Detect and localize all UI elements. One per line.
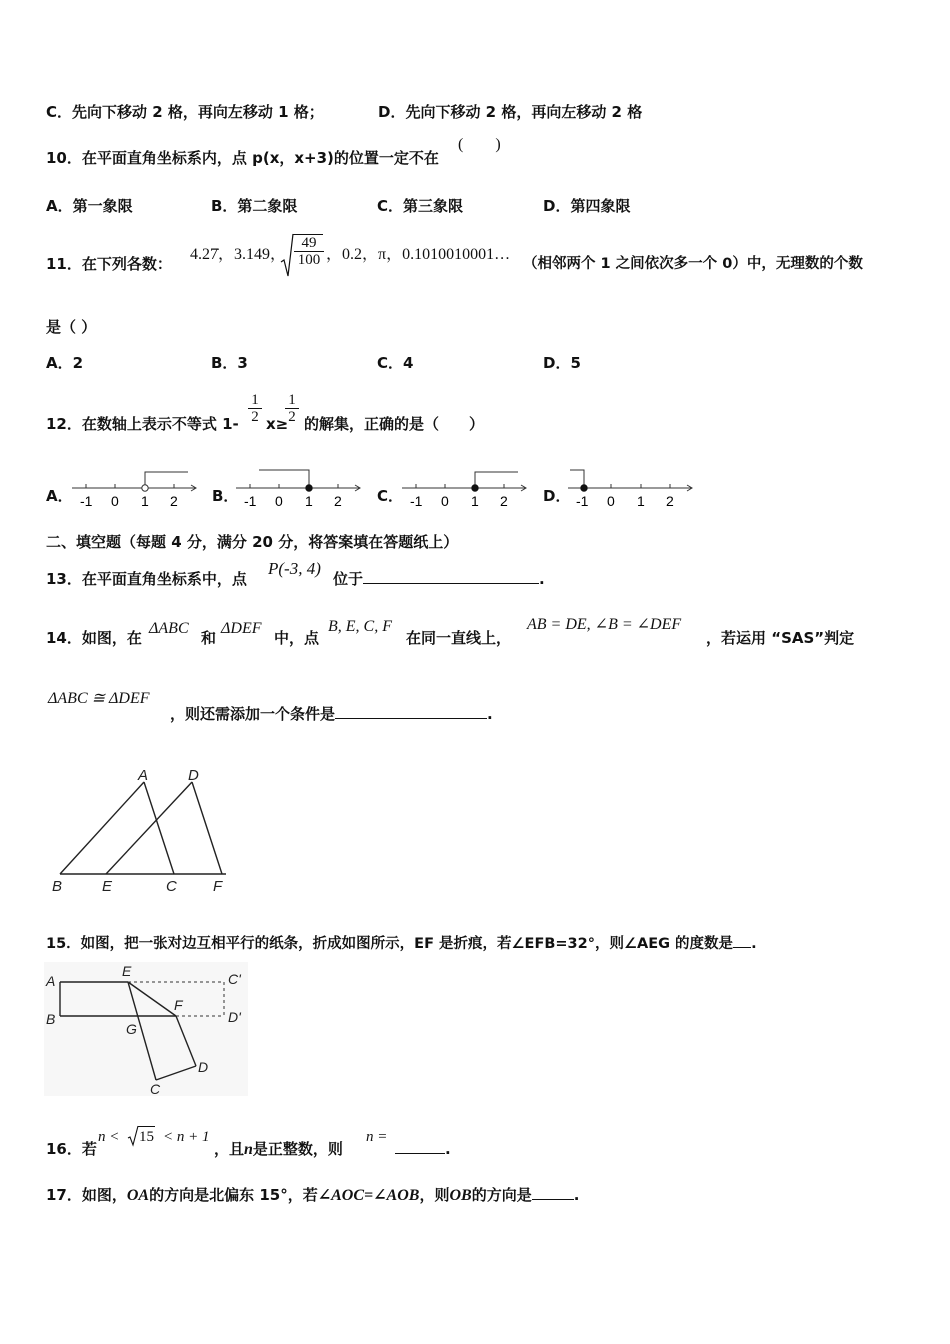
q13-point: P(-3, 4) [268, 559, 321, 578]
q11-numbers-b: ，0.2，π，0.1010010001… [326, 246, 511, 263]
q14-and: 和 [201, 629, 217, 647]
label-E: E [122, 963, 132, 979]
label-A: A [46, 973, 56, 989]
q10-option-b: B．第二象限 [211, 197, 298, 215]
q12-fraction-1 [248, 392, 262, 425]
q14-mid: 中，点 [274, 629, 320, 647]
tick-label: 2 [500, 493, 508, 508]
q12-number-line-d [566, 464, 696, 508]
q9-option-c: C．先向下移动 2 格，再向左移动 1 格； [46, 103, 324, 121]
label-C: C [150, 1081, 161, 1096]
q11-option-b: B．3 [211, 354, 248, 372]
q14-tail: ，若运用 “SAS”判定 [706, 629, 855, 647]
tick-label: 1 [471, 493, 479, 508]
q12-option-c-label: C． [377, 487, 404, 505]
q13-end: . [539, 570, 545, 588]
tick-label: 1 [305, 493, 313, 508]
q17-tail: 的方向是 [471, 1186, 532, 1204]
tick-label: 1 [141, 493, 149, 508]
q12-frac1-num: 1 [248, 392, 262, 409]
q14-triangles-figure [46, 762, 246, 900]
label-F: F [213, 878, 223, 895]
q11-tail: （相邻两个 1 之间依次多一个 0）中，无理数的个数 [523, 256, 863, 272]
q11-tail2: 是（ ） [46, 318, 97, 336]
q12-option-b-label: B． [212, 487, 239, 505]
q16-inequality-b: < n + 1 [163, 1129, 210, 1145]
tick-label: -1 [576, 493, 589, 508]
q13-answer-blank[interactable] [363, 569, 539, 584]
tick-label: -1 [244, 493, 257, 508]
label-B: B [52, 878, 63, 895]
label-E: E [102, 878, 113, 895]
q9-option-d: D．先向下移动 2 格，再向左移动 2 格 [378, 103, 643, 121]
q10-option-a: A．第一象限 [46, 197, 133, 215]
q12-number-line-c [400, 464, 530, 508]
q17-answer-blank[interactable] [532, 1185, 574, 1200]
q16-mid [214, 1139, 343, 1160]
tick-label: 2 [170, 493, 178, 508]
q15-text-body: 15．如图，把一张对边互相平行的纸条，折成如图所示，EF 是折痕，若∠EFB=32°，则∠AEG 的度数是 [46, 936, 734, 952]
q14-congruence: ΔABC ≅ ΔDEF [48, 690, 150, 707]
q14-tri1: ΔABC [149, 620, 189, 637]
label-D: D [188, 767, 199, 784]
q14-tail2 [170, 704, 493, 724]
q14-lead: 14．如图，在 [46, 629, 142, 647]
label-C: C [166, 878, 177, 895]
q14-mid2: 在同一直线上， [406, 629, 512, 647]
sqrt-radical-icon [280, 232, 294, 278]
q16-mid-text: ，且 [214, 1140, 245, 1158]
q12-frac2-num: 1 [285, 392, 299, 409]
tick-label: 2 [666, 493, 674, 508]
q16-n: n [244, 1141, 253, 1158]
q17-mid: 的方向是北偏东 15°，若 [149, 1186, 318, 1204]
section-title: 二、填空题（每题 4 分，满分 20 分，将答案填在答题纸上） [46, 533, 459, 551]
q16-lead: 16．若 [46, 1140, 97, 1158]
q13-tail [333, 569, 545, 589]
label-A: A [138, 767, 149, 784]
q17-oa: OA [126, 1187, 150, 1204]
tick-label: 0 [275, 493, 283, 508]
q14-tail2-text: ，则还需添加一个条件是 [170, 705, 336, 723]
label-F: F [174, 997, 183, 1013]
label-G: G [126, 1021, 137, 1037]
q17-mid2: ，则 [419, 1186, 450, 1204]
q13-tail-text: 位于 [333, 570, 364, 588]
q17-condition: ∠AOC=∠AOB [317, 1187, 420, 1204]
q11-numbers-a: 4.27̇，3.149， [190, 246, 287, 263]
q15-answer-blank[interactable] [733, 933, 751, 948]
q15-text [46, 933, 757, 954]
q15-end: . [751, 936, 757, 952]
label-B: B [46, 1011, 56, 1027]
q17-ob: OB [449, 1187, 472, 1204]
q12-fraction-2 [285, 392, 299, 425]
q16-inequality-a: n < [98, 1129, 120, 1145]
q12-tail: 的解集，正确的是（ ） [304, 415, 485, 433]
q10-option-d: D．第四象限 [543, 197, 631, 215]
tick-label: 0 [607, 493, 615, 508]
q17-end: . [573, 1186, 580, 1204]
q14-tri2: ΔDEF [221, 620, 262, 637]
q11-option-d: D．5 [543, 354, 581, 372]
q14-answer-blank[interactable] [335, 704, 487, 719]
q10-option-c: C．第三象限 [377, 197, 464, 215]
tick-label: -1 [80, 493, 93, 508]
q16-eq: n = [366, 1129, 388, 1145]
tick-label: 0 [441, 493, 449, 508]
q16-end: . [445, 1140, 451, 1158]
q12-frac1-den: 2 [251, 409, 259, 425]
q15-paper-fold-figure [44, 962, 248, 1096]
q11-option-c: C．4 [377, 354, 414, 372]
q14-end: . [487, 705, 493, 723]
q16-answer [395, 1139, 451, 1159]
q12-number-line-b [234, 464, 364, 508]
q17-text [46, 1185, 579, 1206]
tick-label: 0 [111, 493, 119, 508]
q10-paren: ( ) [458, 136, 501, 153]
label-D: D [198, 1059, 209, 1075]
q12-option-d-label: D． [543, 487, 571, 505]
q17-lead: 17．如图， [46, 1186, 127, 1204]
q10-text: 10．在平面直角坐标系内，点 p(x，x+3)的位置一定不在 [46, 149, 439, 167]
tick-label: 1 [637, 493, 645, 508]
q11-lead: 11．在下列各数： [46, 255, 172, 273]
label-D-prime: D' [228, 1009, 241, 1025]
q12-frac2-den: 2 [288, 409, 296, 425]
q11-sqrt-numerator: 49 [294, 234, 324, 252]
q14-points: B, E, C, F [328, 618, 392, 635]
label-C-prime: C' [228, 971, 241, 987]
q16-sqrt-value: 15 [138, 1126, 155, 1147]
tick-label: -1 [410, 493, 423, 508]
q10-stem [46, 148, 439, 168]
q16-tail-text: 是正整数，则 [252, 1140, 343, 1158]
q12-lead: 12．在数轴上表示不等式 1- [46, 415, 239, 433]
q11-option-a: A．2 [46, 354, 84, 372]
q13-lead: 13．在平面直角坐标系中，点 [46, 570, 247, 588]
q11-sqrt-denominator: 100 [297, 252, 321, 268]
q12-number-line-a [70, 464, 200, 508]
q14-condition: AB = DE, ∠B = ∠DEF [527, 616, 682, 633]
tick-label: 2 [334, 493, 342, 508]
q12-mid: x≥ [266, 415, 289, 433]
q16-answer-blank[interactable] [395, 1139, 445, 1154]
q12-option-a-label: A． [46, 487, 73, 505]
